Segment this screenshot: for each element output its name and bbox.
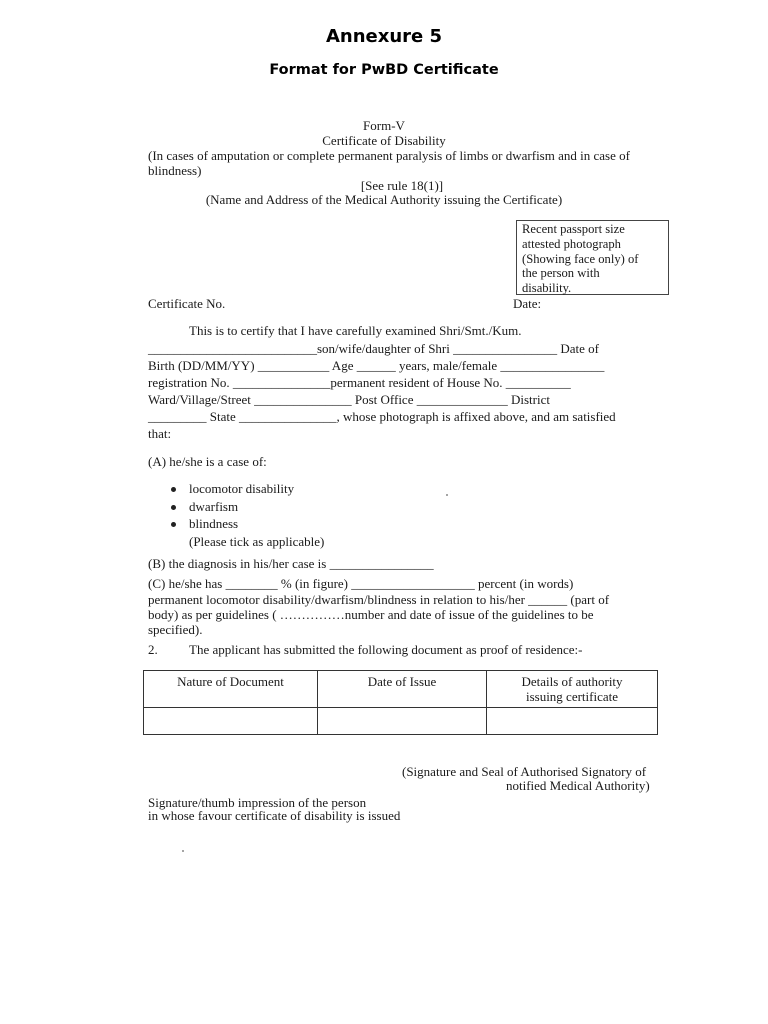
column-header: Nature of Document [144,671,318,708]
item-2-text: The applicant has submitted the following document as proof of residence:- [189,642,583,657]
form-number: Form-V [363,118,405,133]
section-c-line: specified). [148,622,203,637]
photograph-box [516,220,669,295]
condition-dwarfism: dwarfism [189,499,239,514]
applicant-signature-line-2: in whose favour certificate of disability is issued [148,808,401,823]
body-line: registration No. _______________permanent resident of House No. __________ [148,375,571,390]
table-header-row [144,671,658,708]
condition-blindness: blindness [189,516,239,531]
section-c-line: (C) he/she has ________ % (in figure) ___________________ percent (in words) [148,576,574,591]
certificate-title: Certificate of Disability [322,133,446,148]
bullet-icon [171,522,176,527]
bullet-icon [171,505,176,510]
photo-box-line: disability. [522,281,572,296]
photo-box-line: attested photograph [522,236,621,251]
signatory-line-2: notified Medical Authority) [506,778,650,793]
body-line: Birth (DD/MM/YY) ___________ Age ______ years, male/female ________________ [148,358,605,373]
table-row [144,708,658,735]
body-line: _________ State _______________, whose photograph is affixed above, and am satisfied [148,409,616,424]
photo-box-line: (Showing face only) of [522,251,639,266]
photo-box-line: Recent passport size [522,222,625,236]
table-cell[interactable] [318,708,487,735]
table-cell[interactable] [487,708,658,735]
page-subtitle: Format for PwBD Certificate [269,62,499,78]
scan-speck [446,494,448,496]
page-title: Annexure 5 [325,26,443,47]
bullet-icon [171,487,176,492]
condition-locomotor: locomotor disability [189,481,295,496]
scan-speck [182,850,184,852]
section-a: (A) he/she is a case of: [148,454,267,469]
table-cell[interactable] [144,708,318,735]
applicant-signature-line-1: Signature/thumb impression of the person [148,795,367,810]
body-line: This is to certify that I have carefully examined Shri/Smt./Kum. [189,323,522,338]
rule-reference: [See rule 18(1)] [360,178,444,193]
authority-line: (Name and Address of the Medical Authority issuing the Certificate) [205,192,563,207]
tick-note: (Please tick as applicable) [189,534,325,549]
body-line: __________________________son/wife/daughter of Shri ________________ Date of [148,341,599,356]
body-line: that: [148,426,172,441]
column-header: Details of authority issuing certificate [487,671,658,708]
scope-line-1: (In cases of amputation or complete permanent paralysis of limbs or dwarfism and in case of [148,148,630,163]
residence-proof-table [143,670,658,735]
section-b: (B) the diagnosis in his/her case is ________________ [148,556,434,571]
section-c-line: permanent locomotor disability/dwarfism/blindness in relation to his/her ______ (part of [148,592,610,607]
scope-line-2: blindness) [148,163,202,178]
date-label: Date: [513,296,542,311]
item-2-number: 2. [148,642,158,657]
body-line: Ward/Village/Street _______________ Post Office ______________ District [148,392,550,407]
photo-box-line: the person with [522,266,600,281]
column-header: Date of Issue [318,671,487,708]
certificate-no-label: Certificate No. [148,296,226,311]
signatory-line-1: (Signature and Seal of Authorised Signatory of [402,764,647,779]
section-c-line: body) as per guidelines ( ……………number and date of issue of the guidelines to be [148,607,594,622]
